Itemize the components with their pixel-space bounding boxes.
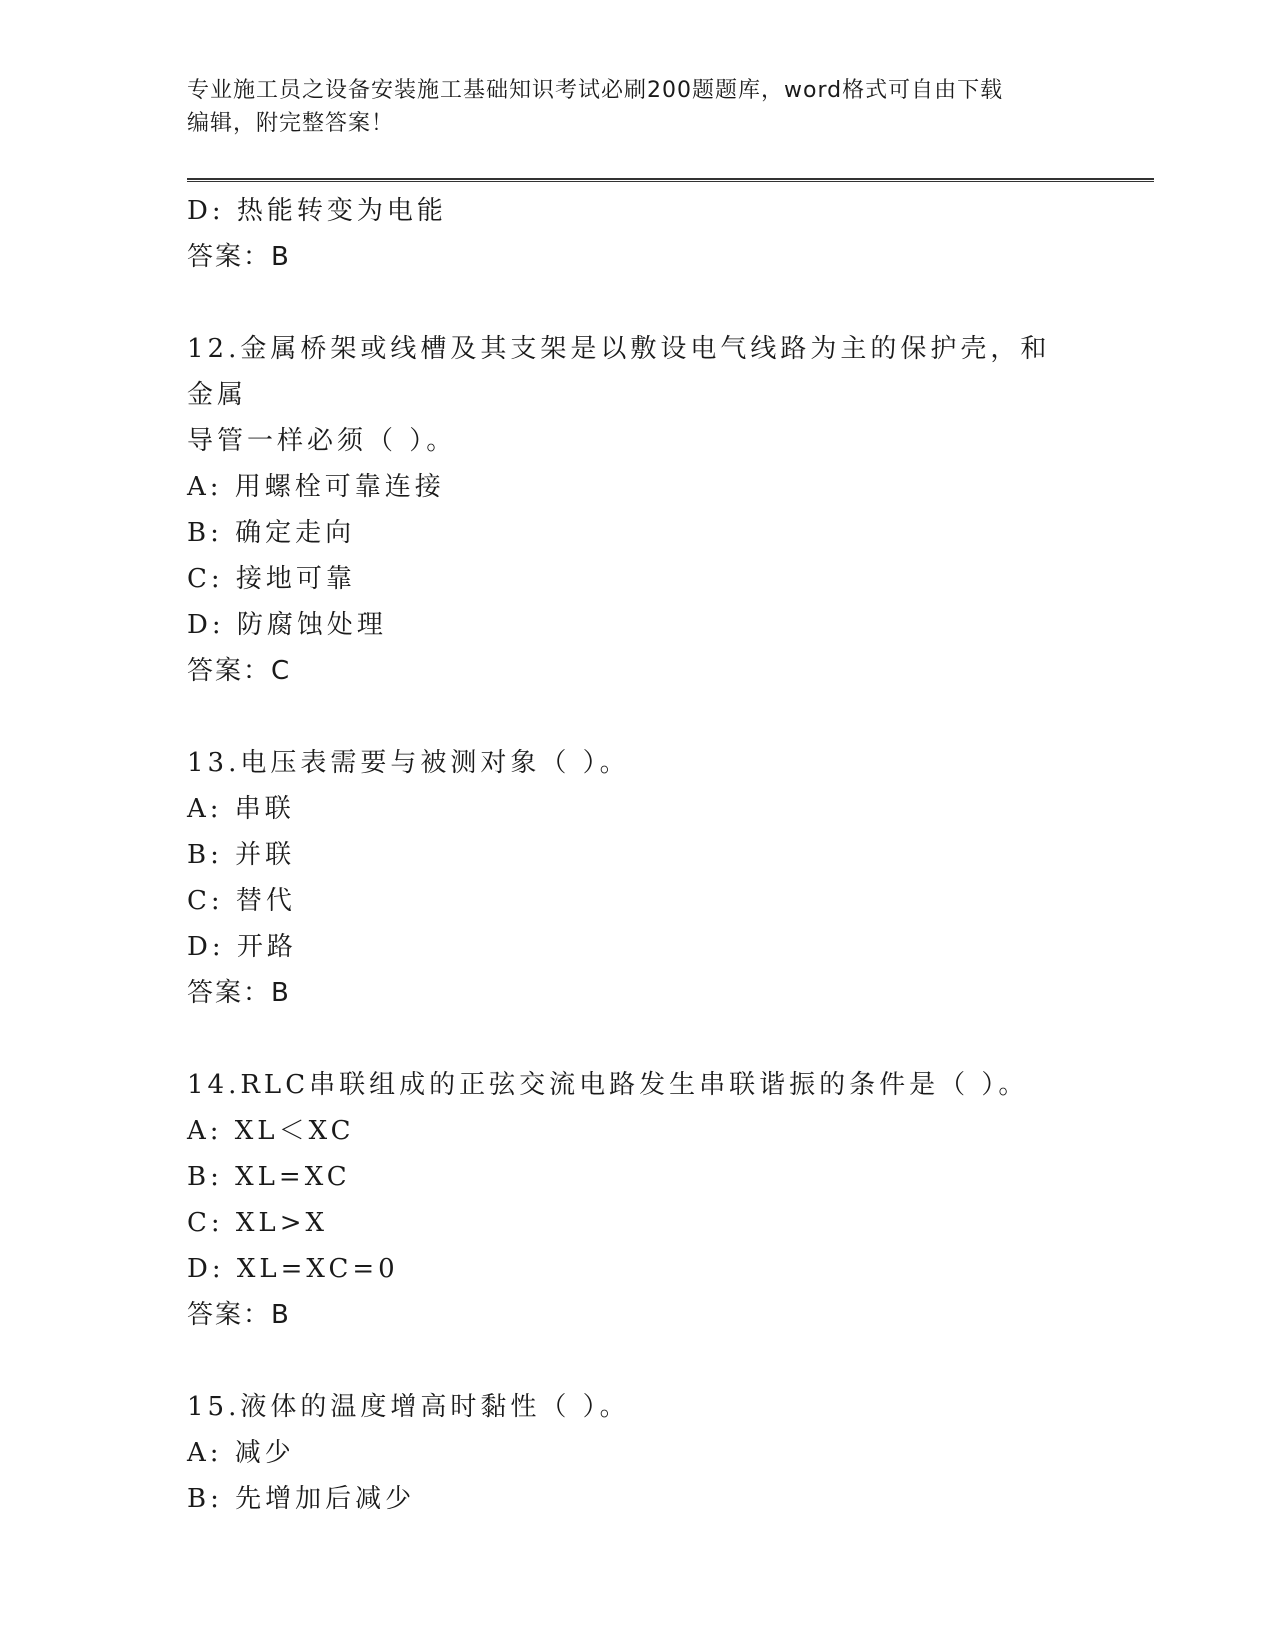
option-b: B: XL=XC — [187, 1162, 351, 1192]
answer-line: 答案：B — [187, 978, 291, 1008]
option-a: A: 用螺栓可靠连接 — [187, 472, 445, 502]
option-d: D: XL=XC=0 — [187, 1254, 399, 1284]
answer-line: 答案：B — [187, 242, 291, 272]
spacer — [187, 1338, 1154, 1384]
spacer — [187, 694, 1154, 740]
option-d: D: 防腐蚀处理 — [187, 610, 387, 640]
option-a: A: 减少 — [187, 1438, 295, 1468]
option-a: A: 串联 — [187, 794, 295, 824]
question-12 — [187, 326, 1154, 694]
option-c: C: 替代 — [187, 886, 296, 916]
spacer — [187, 1016, 1154, 1062]
answer-line: 答案：B — [187, 1300, 291, 1330]
header-title-line2: 编辑，附完整答案！ — [187, 111, 395, 136]
option-c: C: 接地可靠 — [187, 564, 356, 594]
question-title-line1: 14.RLC串联组成的正弦交流电路发生串联谐振的条件是（ ）。 — [187, 1070, 1029, 1100]
question-14 — [187, 1062, 1154, 1338]
option-b: B: 并联 — [187, 840, 296, 870]
option-d: D: 热能转变为电能 — [187, 196, 447, 226]
question-15 — [187, 1384, 1154, 1522]
document-header — [187, 74, 1087, 140]
spacer — [187, 280, 1154, 326]
header-divider — [187, 178, 1154, 182]
question-list — [187, 188, 1154, 1522]
question-13 — [187, 740, 1154, 1016]
option-d: D: 开路 — [187, 932, 297, 962]
question-title-line1: 12.金属桥架或线槽及其支架是以敷设电气线路为主的保护壳，和金属 — [187, 334, 1051, 410]
option-a: A: XL＜XC — [187, 1116, 355, 1146]
option-c: C: XL>X — [187, 1208, 328, 1238]
option-b: B: 先增加后减少 — [187, 1484, 416, 1514]
header-title-line1: 专业施工员之设备安装施工基础知识考试必刷200题题库，word格式可自由下载 — [187, 78, 1004, 103]
option-b: B: 确定走向 — [187, 518, 356, 548]
question-title-line1: 15.液体的温度增高时黏性（ ）。 — [187, 1392, 630, 1422]
question-title-line1: 13.电压表需要与被测对象（ ）。 — [187, 748, 630, 778]
question-title-line2: 导管一样必须（ ）。 — [187, 426, 457, 456]
answer-line: 答案：C — [187, 656, 292, 686]
question-11-tail — [187, 188, 1154, 280]
